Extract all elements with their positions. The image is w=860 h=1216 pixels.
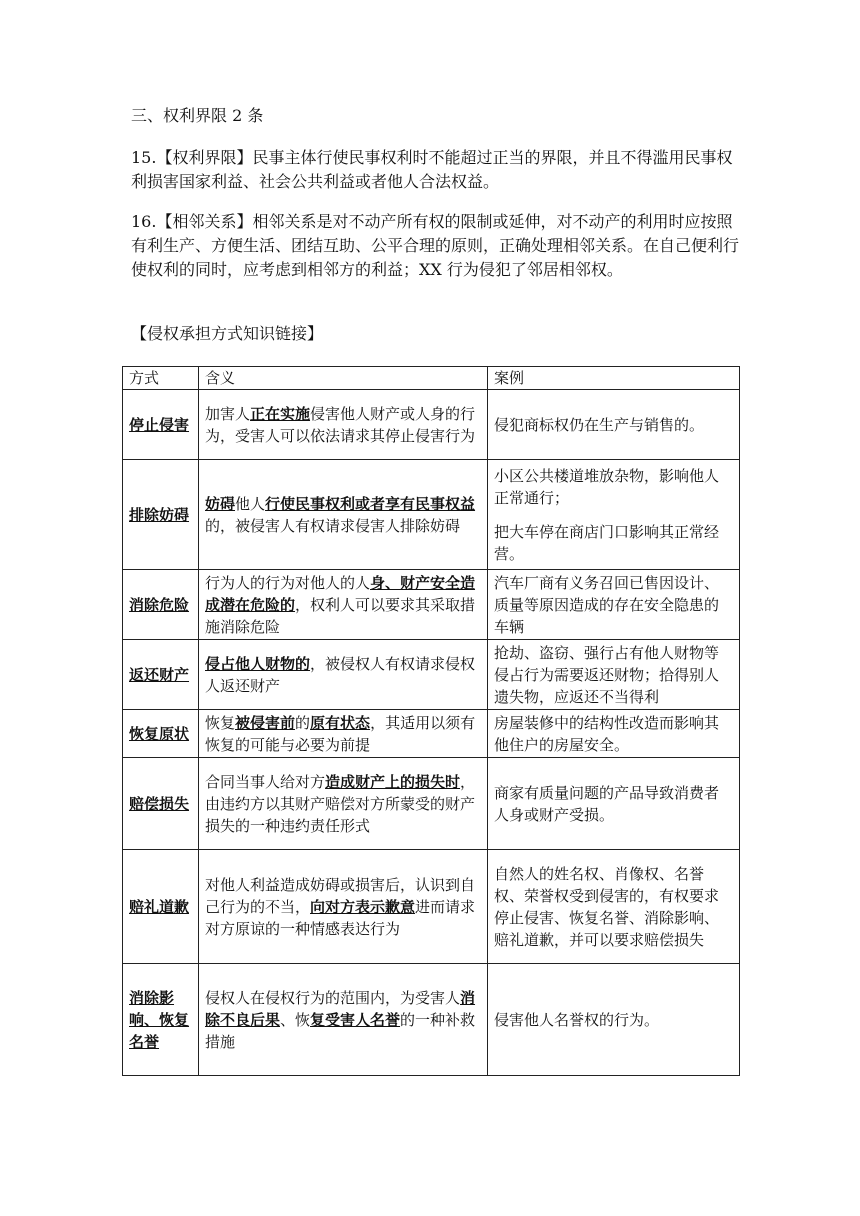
method-cell [123, 570, 199, 640]
table-row [123, 460, 740, 570]
meaning-text: 加害人 [205, 404, 251, 423]
meaning-text: 进而请求对方原谅的一种情感表达行为 [205, 897, 476, 938]
method-cell [123, 460, 199, 570]
meaning-cell [199, 390, 488, 460]
case-text: 小区公共楼道堆放杂物，影响他人正常通行； [494, 466, 720, 507]
item-15 [131, 146, 743, 194]
item-16 [131, 210, 743, 282]
case-text: 房屋装修中的结构性改造而影响其他住户的房屋安全。 [494, 713, 720, 754]
table-body [123, 390, 740, 1076]
case-text: 侵害他人名誉权的行为。 [494, 1010, 660, 1029]
method-name: 消除影响、恢复名誉 [129, 988, 190, 1051]
header-case: 案例 [488, 367, 740, 390]
case-cell [488, 850, 740, 964]
meaning-cell [199, 710, 488, 758]
key-phrase: 原有状态 [310, 713, 371, 732]
meaning-cell [199, 758, 488, 850]
method-name: 排除妨碍 [129, 505, 190, 524]
meaning-cell [199, 570, 488, 640]
table-row [123, 640, 740, 710]
table-row [123, 964, 740, 1076]
case-cell [488, 710, 740, 758]
method-name: 消除危险 [129, 595, 190, 614]
section-heading: 三、权利界限 2 条 [131, 106, 264, 125]
key-phrase: 复受害人名誉 [310, 1010, 401, 1029]
item-number: 16. [131, 212, 157, 231]
remedies-table [122, 366, 740, 1076]
key-phrase: 向对方表示歉意 [310, 897, 416, 916]
table-row [123, 570, 740, 640]
key-phrase: 身、财产安全造成潜在危险的 [205, 573, 476, 614]
key-phrase: 正在实施 [250, 404, 311, 423]
meaning-text: ，其适用以须有恢复的可能与必要为前提 [205, 713, 476, 754]
meaning-text: 恢复 [205, 713, 236, 732]
case-text: 汽车厂商有义务召回已售因设计、质量等原因造成的存在安全隐患的车辆 [494, 573, 720, 636]
item-number: 15. [131, 148, 157, 167]
meaning-text: ，由违约方以其财产赔偿对方所蒙受的财产损失的一种违约责任形式 [205, 772, 476, 835]
item-tag: 【权利界限】 [156, 148, 253, 167]
meaning-cell [199, 460, 488, 570]
case-text: 侵犯商标权仍在生产与销售的。 [494, 415, 705, 434]
table-row [123, 850, 740, 964]
meaning-cell [199, 640, 488, 710]
item-tag: 【相邻关系】 [156, 212, 253, 231]
meaning-text: 侵害他人财产或人身的行为，受害人可以依法请求其停止侵害行为 [205, 404, 476, 445]
method-cell [123, 758, 199, 850]
method-name: 停止侵害 [129, 415, 190, 434]
case-text: 把大车停在商店门口影响其正常经营。 [494, 522, 720, 563]
item-text: 民事主体行使民事权利时不能超过正当的界限，并且不得滥用民事权利损害国家利益、社会公共利益或者他人合法权益。 [131, 148, 733, 191]
method-name: 赔礼道歉 [129, 897, 190, 916]
meaning-text: 的 [295, 713, 311, 732]
case-cell [488, 640, 740, 710]
method-cell [123, 640, 199, 710]
knowledge-link-title: 【侵权承担方式知识链接】 [131, 324, 324, 343]
case-text: 商家有质量问题的产品导致消费者人身或财产受损。 [494, 783, 720, 824]
case-gap [494, 509, 733, 521]
method-cell [123, 964, 199, 1076]
meaning-text: 的一种补救措施 [205, 1010, 476, 1051]
table-header-row [123, 367, 740, 390]
key-phrase: 消除不良后果 [205, 988, 476, 1029]
method-cell [123, 390, 199, 460]
case-text: 自然人的姓名权、肖像权、名誉权、荣誉权受到侵害的，有权要求停止侵害、恢复名誉、消除影响、赔礼道歉，并可以要求赔偿损失 [494, 864, 720, 949]
meaning-text: 合同当事人给对方 [205, 772, 326, 791]
case-cell [488, 390, 740, 460]
key-phrase: 造成财产上的损失时 [325, 772, 461, 791]
table-row [123, 710, 740, 758]
method-name: 恢复原状 [129, 724, 190, 743]
method-name: 赔偿损失 [129, 794, 190, 813]
case-cell [488, 964, 740, 1076]
meaning-text: 他人 [235, 494, 266, 513]
meaning-text: 、恢 [280, 1010, 311, 1029]
meaning-cell [199, 964, 488, 1076]
key-phrase: 侵占他人财物的 [205, 654, 311, 673]
table-row [123, 758, 740, 850]
item-text: 相邻关系是对不动产所有权的限制或延伸，对不动产的利用时应按照有利生产、方便生活、团结互助、公平合理的原则，正确处理相邻关系。在自己便利行使权利的同时，应考虑到相邻方的利益；XX 行为侵犯了邻居相邻权。 [131, 212, 740, 279]
meaning-text: 对他人利益造成妨碍或损害后，认识到自己行为的不当， [205, 875, 476, 916]
key-phrase: 行使民事权利或者享有民事权益 [265, 494, 476, 513]
meaning-cell [199, 850, 488, 964]
key-phrase: 妨碍 [205, 494, 236, 513]
case-cell [488, 758, 740, 850]
header-meaning: 含义 [199, 367, 488, 390]
meaning-text: ，被侵权人有权请求侵权人返还财产 [205, 654, 476, 695]
table-row [123, 390, 740, 460]
header-method: 方式 [123, 367, 199, 390]
meaning-text: ，权利人可以要求其采取措施消除危险 [205, 595, 476, 636]
method-name: 返还财产 [129, 665, 190, 684]
case-text: 抢劫、盗窃、强行占有他人财物等侵占行为需要返还财物；拾得别人遗失物，应返还不当得利 [494, 643, 720, 706]
method-cell [123, 850, 199, 964]
meaning-text: 侵权人在侵权行为的范围内，为受害人 [205, 988, 461, 1007]
key-phrase: 被侵害前 [235, 713, 296, 732]
meaning-text: 的，被侵害人有权请求侵害人排除妨碍 [205, 516, 461, 535]
method-cell [123, 710, 199, 758]
case-cell [488, 570, 740, 640]
case-cell [488, 460, 740, 570]
meaning-text: 行为人的行为对他人的人 [205, 573, 371, 592]
